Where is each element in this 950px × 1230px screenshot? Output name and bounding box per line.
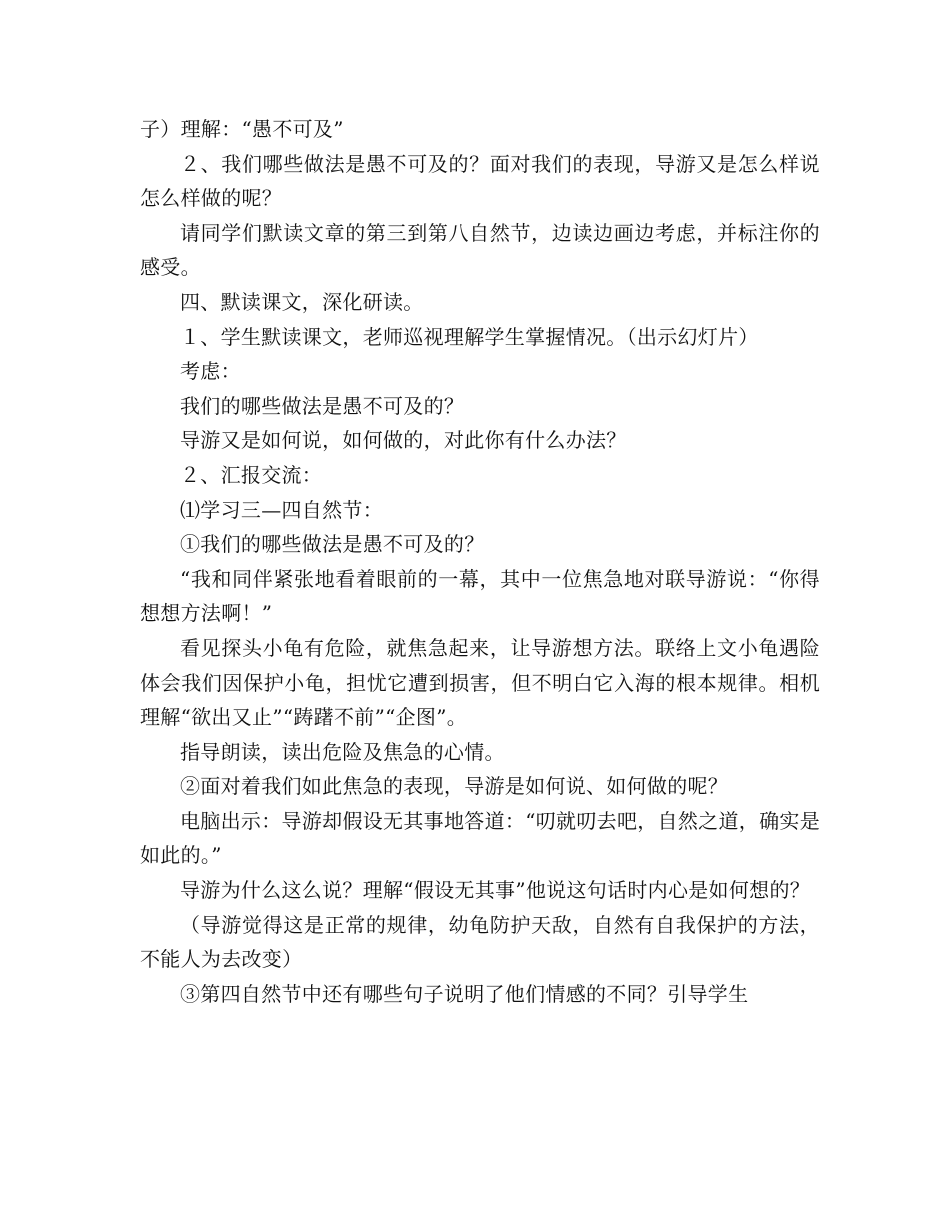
paragraph: 我们的哪些做法是愚不可及的？ [180, 393, 465, 418]
paragraph: （导游觉得这是正常的规律，幼龟防护天敌，自然有自我保护的方法，不能人为去改变） [140, 912, 820, 972]
paragraph: 电脑出示：导游却假设无其事地答道：“叨就叨去吧，自然之道，确实是如此的。” [140, 808, 820, 868]
paragraph-continuation: 子）理解：“愚不可及” [140, 117, 344, 141]
paragraph: ２、汇报交流： [180, 462, 323, 487]
paragraph: ２、我们哪些做法是愚不可及的？面对我们的表现，导游又是怎么样说怎么样做的呢？ [140, 151, 820, 211]
quote-paragraph: “我和同伴紧张地看着眼前的一幕，其中一位焦急地对联导游说：“你得想想方法啊！” [140, 566, 820, 626]
paragraph: 导游又是如何说，如何做的，对此你有什么办法？ [180, 428, 627, 453]
document-body [140, 112, 820, 1011]
paragraph: 导游为什么这么说？理解“假设无其事”他说这句话时内心是如何想的？ [180, 878, 811, 903]
paragraph: 请同学们默读文章的第三到第八自然节，边读边画边考虑，并标注你的感受。 [140, 220, 820, 280]
paragraph: 指导朗读，读出危险及焦急的心情。 [180, 739, 505, 764]
paragraph: 看见探头小龟有危险，就焦急起来，让导游想方法。联络上文小龟遇险体会我们因保护小龟，担忧它遭到损害，但不明白它入海的根本规律。相机理解“欲出又止”“踌躇不前”“企图”。 [140, 635, 820, 730]
paragraph: ①我们的哪些做法是愚不可及的？ [180, 532, 485, 557]
section-heading: 四、默读课文，深化研读。 [180, 289, 424, 314]
paragraph: ②面对着我们如此焦急的表现，导游是如何说、如何做的呢？ [180, 774, 729, 799]
paragraph: ⑴学习三—四自然节： [180, 497, 383, 522]
paragraph: １、学生默读课文，老师巡视理解学生掌握情况。（出示幻灯片） [180, 324, 759, 349]
paragraph: 考虑： [180, 359, 241, 384]
paragraph: ③第四自然节中还有哪些句子说明了他们情感的不同？引导学生 [180, 981, 749, 1006]
